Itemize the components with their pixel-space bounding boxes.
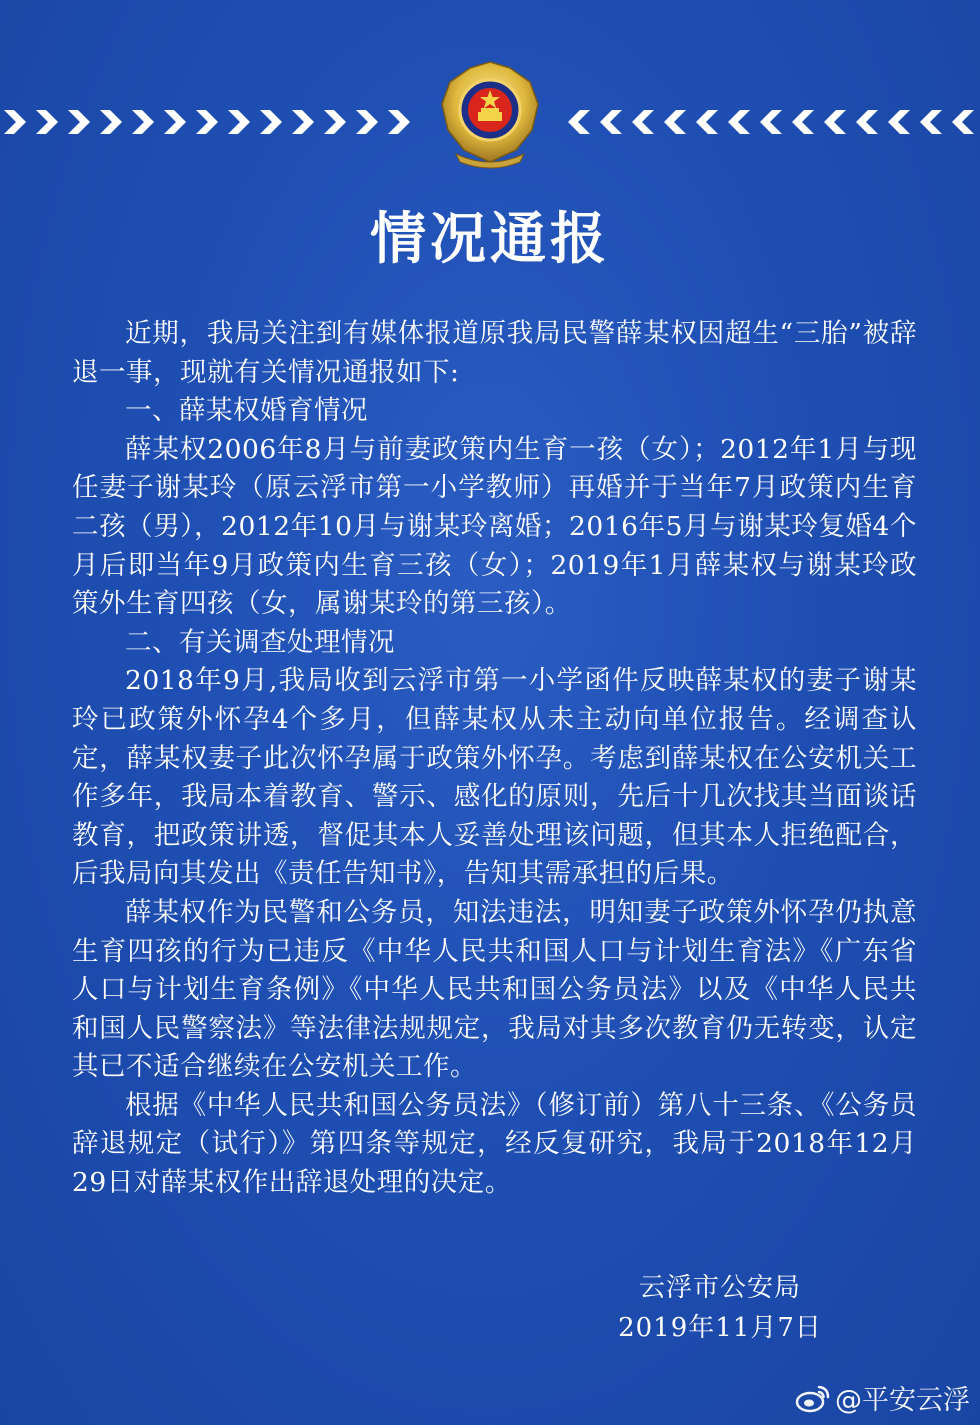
chevron-left-icon — [660, 107, 690, 137]
chevron-right-icon — [320, 107, 350, 137]
chevron-left-icon — [948, 107, 978, 137]
chevron-right-icon — [224, 107, 254, 137]
section-heading-marriage: 一、薛某权婚育情况 — [125, 395, 368, 427]
chevron-left-icon — [564, 107, 594, 137]
document-title: 情况通报 — [370, 207, 610, 272]
weibo-watermark — [795, 1378, 970, 1417]
intro-paragraph: 近期，我局关注到有媒体报道原我局民警薛某权因超生“三胎”被辞退一事，现就有关情况通报如下: — [72, 318, 917, 388]
chevron-left-icon — [692, 107, 722, 137]
chevron-right-icon — [384, 107, 414, 137]
watermark-text: @平安云浮 — [835, 1385, 970, 1416]
chevron-left-icon — [596, 107, 626, 137]
section-heading-investigation: 二、有关调查处理情况 — [125, 626, 395, 658]
chevron-right-icon — [32, 107, 62, 137]
chevron-left-icon — [724, 107, 754, 137]
marriage-paragraph: 薛某权2006年8月与前妻政策内生育一孩（女）；2012年1月与现任妻子谢某玲（原云浮市第一小学教师）再婚并于当年7月政策内生育二孩（男），2012年10月与谢某玲离婚；2016年5月与谢某玲复婚4个月后即当年9月政策内生育三孩（女）；2019年1月薛某权与谢某玲政策外生育四孩（女，属谢某玲的第三孩）。 — [72, 433, 917, 620]
chevron-right-icon — [160, 107, 190, 137]
signature-date: 2019年11月7日 — [618, 1313, 822, 1343]
left-chevron-strip — [0, 104, 430, 140]
right-chevron-strip — [552, 104, 980, 140]
chevron-left-icon — [628, 107, 658, 137]
police-emblem-icon — [434, 58, 546, 170]
chevron-right-icon — [192, 107, 222, 137]
chevron-right-icon — [288, 107, 318, 137]
header-banner — [0, 0, 980, 180]
chevron-left-icon — [852, 107, 882, 137]
chevron-right-icon — [96, 107, 126, 137]
chevron-right-icon — [64, 107, 94, 137]
chevron-right-icon — [128, 107, 158, 137]
signature-block — [600, 1268, 840, 1348]
chevron-right-icon — [0, 107, 30, 137]
chevron-right-icon — [256, 107, 286, 137]
chevron-left-icon — [788, 107, 818, 137]
chevron-left-icon — [916, 107, 946, 137]
investigation-paragraph: 2018年9月,我局收到云浮市第一小学函件反映薛某权的妻子谢某玲已政策外怀孕4个多月，但薛某权从未主动向单位报告。经调查认定，薛某权妻子此次怀孕属于政策外怀孕。考虑到薛某权在公安机关工作多年，我局本着教育、警示、感化的原则，先后十几次找其当面谈话教育，把政策讲透，督促其本人妥善处理该问题，但其本人拒绝配合，后我局向其发出《责任告知书》，告知其需承担的后果。 — [72, 665, 917, 890]
chevron-right-icon — [352, 107, 382, 137]
decision-paragraph: 根据《中华人民共和国公务员法》（修订前）第八十三条、《公务员辞退规定（试行）》第四条等规定，经反复研究，我局于2018年12月29日对薛某权作出辞退处理的决定。 — [72, 1089, 917, 1199]
chevron-left-icon — [884, 107, 914, 137]
weibo-icon — [795, 1383, 831, 1413]
document-body — [72, 315, 917, 1203]
signature-organization: 云浮市公安局 — [638, 1273, 801, 1303]
violation-paragraph: 薛某权作为民警和公务员，知法违法，明知妻子政策外怀孕仍执意生育四孩的行为已违反《中华人民共和国人口与计划生育法》《广东省人口与计划生育条例》《中华人民共和国公务员法》以及《中华人民共和国人民警察法》等法律法规规定，我局对其多次教育仍无转变，认定其已不适合继续在公安机关工作。 — [72, 896, 917, 1083]
chevron-left-icon — [756, 107, 786, 137]
chevron-left-icon — [820, 107, 850, 137]
